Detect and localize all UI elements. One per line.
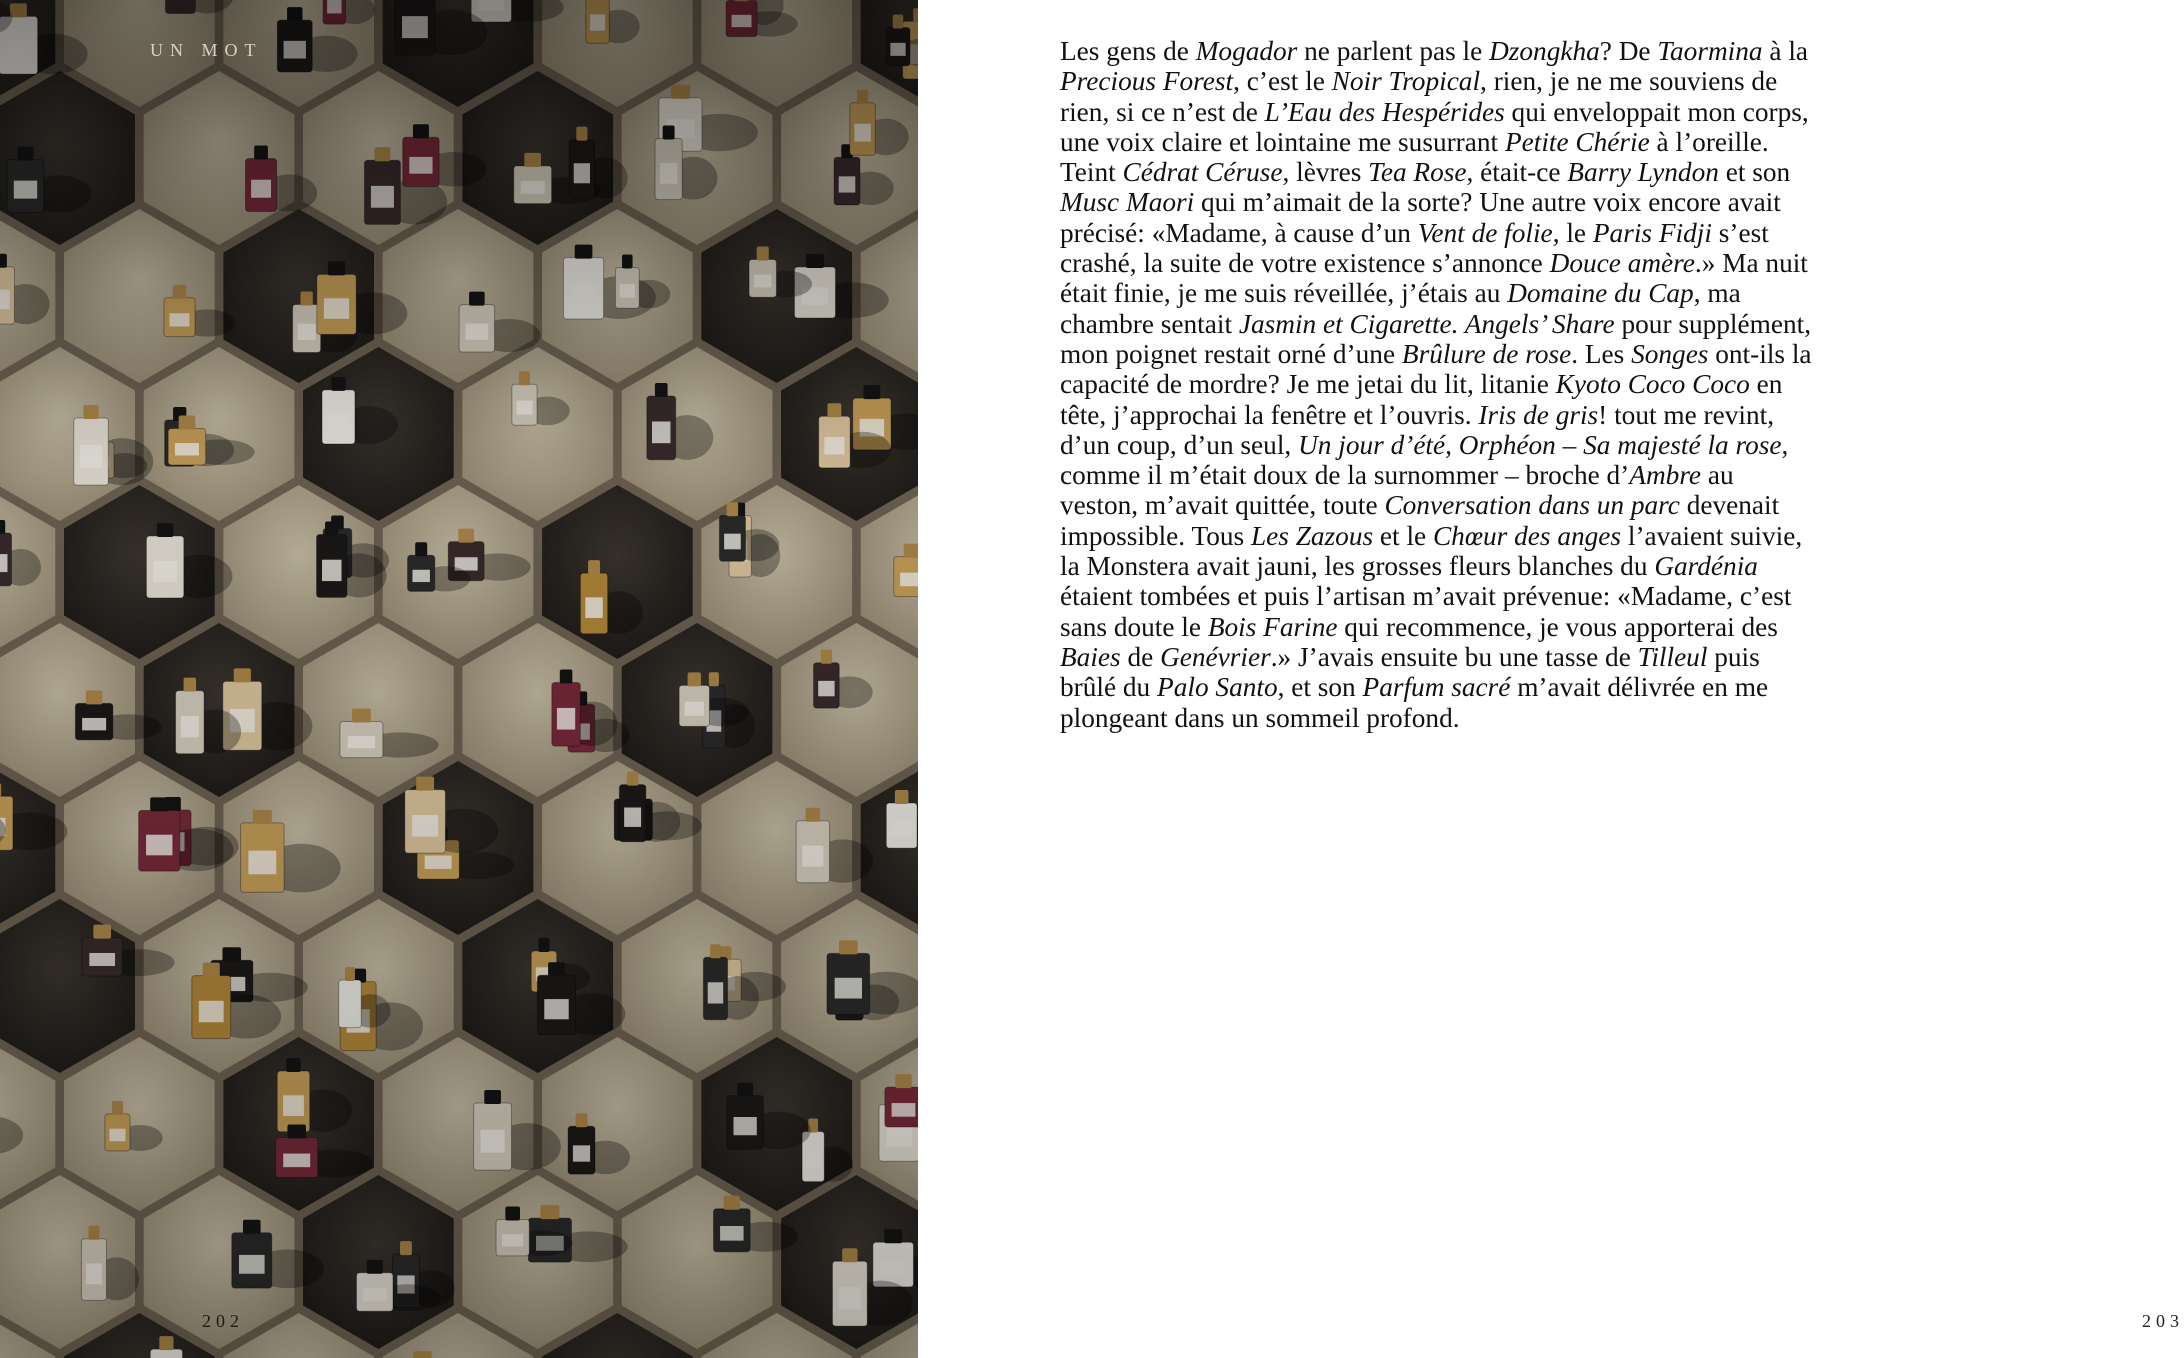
text-segment: ne parlent pas le — [1297, 36, 1490, 66]
italic-segment: Un jour d’été, Orphéon – Sa majesté la rose — [1298, 429, 1782, 460]
text-segment: devenait impossible. Tous — [1060, 490, 1780, 551]
italic-segment: Genévrier — [1160, 641, 1271, 672]
italic-segment: Brûlure de rose — [1401, 338, 1572, 369]
italic-segment: Vent de folie — [1417, 217, 1553, 248]
italic-segment: Jasmin et Cigarette. Angels’ Share — [1238, 308, 1615, 339]
italic-segment: Tea Rose — [1368, 157, 1467, 188]
italic-segment: Songes — [1631, 338, 1709, 369]
text-segment: l’avaient suivie, la Monstera avait jauni, les grosses fleurs blanches du — [1060, 520, 1803, 582]
italic-segment: Bois Farine — [1207, 611, 1338, 642]
text-segment: .» Ma nuit était finie, je me suis réveillée, j’étais au — [1060, 248, 1808, 309]
right-page-text — [918, 0, 2184, 1358]
text-segment: de — [1120, 641, 1161, 672]
italic-segment: Douce amère — [1549, 248, 1695, 279]
italic-segment: Barry Lyndon — [1567, 157, 1719, 188]
italic-segment: Precious Forest — [1060, 66, 1234, 97]
italic-segment: Gardénia — [1654, 551, 1758, 582]
text-segment: pour supplément, mon poignet restait orné d’une — [1060, 308, 1812, 369]
italic-segment: Kyoto Coco Coco — [1555, 369, 1750, 400]
italic-segment: Musc Maori — [1060, 187, 1195, 218]
text-segment: ? De — [1599, 36, 1658, 66]
text-segment: .» J’avais ensuite bu une tasse de — [1270, 641, 1638, 672]
italic-segment: L’Eau des Hespérides — [1264, 96, 1505, 127]
page-number-left: 202 — [202, 1311, 244, 1331]
text-segment: . Les — [1571, 338, 1632, 369]
text-segment: étaient tombées et puis l’artisan m’avait prévenue: «Madame, c’est sans doute le — [1060, 581, 1792, 642]
text-segment: ont-ils la capacité de mordre? Je me jetai du lit, litanie — [1060, 338, 1812, 400]
text-segment: , ma chambre sentait — [1060, 278, 1741, 339]
left-page-photo — [0, 0, 918, 1358]
text-segment: à l’oreille. Teint — [1060, 126, 1769, 188]
text-segment: puis brûlé du — [1060, 641, 1760, 703]
italic-segment: Conversation dans un parc — [1384, 490, 1680, 521]
italic-segment: Paris Fidji — [1592, 217, 1712, 248]
text-segment: , comme il m’était doux de la surnommer – broche d’ — [1060, 429, 1789, 491]
italic-segment: Iris de gris — [1478, 399, 1599, 430]
italic-segment: Les Zazous — [1250, 520, 1374, 551]
perfume-floor-photo — [0, 0, 918, 1358]
body-paragraph — [1060, 36, 1814, 733]
text-segment: et le — [1373, 520, 1433, 551]
running-head: UN MOT — [150, 40, 263, 60]
text-segment: , rien, je ne me souviens de rien, si ce n’est de — [1060, 66, 1778, 127]
text-segment: à la — [1762, 36, 1809, 66]
text-segment: qui m’aimait de la sorte? Une autre voix encore avait précisé: «Madame, à cause d’un — [1060, 187, 1781, 248]
text-segment: en tête, j’approchai la fenêtre et l’ouvris. — [1060, 369, 1783, 430]
italic-segment: Cédrat Céruse — [1122, 157, 1283, 188]
text-segment: ! tout me revint, d’un coup, d’un seul, — [1060, 399, 1775, 460]
italic-segment: Petite Chérie — [1504, 126, 1650, 157]
italic-segment: Noir Tropical — [1331, 66, 1481, 97]
text-segment: , le — [1552, 217, 1593, 248]
italic-segment: Ambre — [1629, 460, 1702, 491]
text-segment: et son — [1718, 157, 1791, 188]
text-segment: , lèvres — [1282, 157, 1369, 188]
italic-segment: Taormina — [1657, 36, 1763, 66]
text-segment: , était-ce — [1466, 157, 1568, 188]
italic-segment: Domaine du Cap — [1507, 278, 1694, 309]
text-segment: qui recommence, je vous apporterai des — [1337, 611, 1778, 642]
italic-segment: Dzongkha — [1489, 36, 1600, 66]
italic-segment: Tilleul — [1637, 641, 1708, 672]
italic-segment: Palo Santo — [1157, 672, 1278, 703]
text-segment: , et son — [1277, 672, 1363, 703]
text-segment: s’est crashé, la suite de votre existence s’annonce — [1060, 217, 1769, 279]
text-segment: Les gens de — [1060, 36, 1196, 66]
text-segment: m’avait délivrée en me plongeant dans un sommeil profond. — [1060, 672, 1769, 733]
text-segment: qui enveloppait mon corps, une voix claire et lointaine me susurrant — [1060, 96, 1809, 157]
italic-segment: Parfum sacré — [1362, 672, 1511, 703]
page-number-right: 203 — [2142, 1311, 2184, 1331]
text-segment: au veston, m’avait quittée, toute — [1060, 460, 1734, 521]
italic-segment: Mogador — [1195, 36, 1298, 66]
italic-segment: Baies — [1060, 641, 1121, 672]
italic-segment: Chœur des anges — [1432, 520, 1622, 551]
text-segment: , c’est le — [1233, 66, 1332, 97]
